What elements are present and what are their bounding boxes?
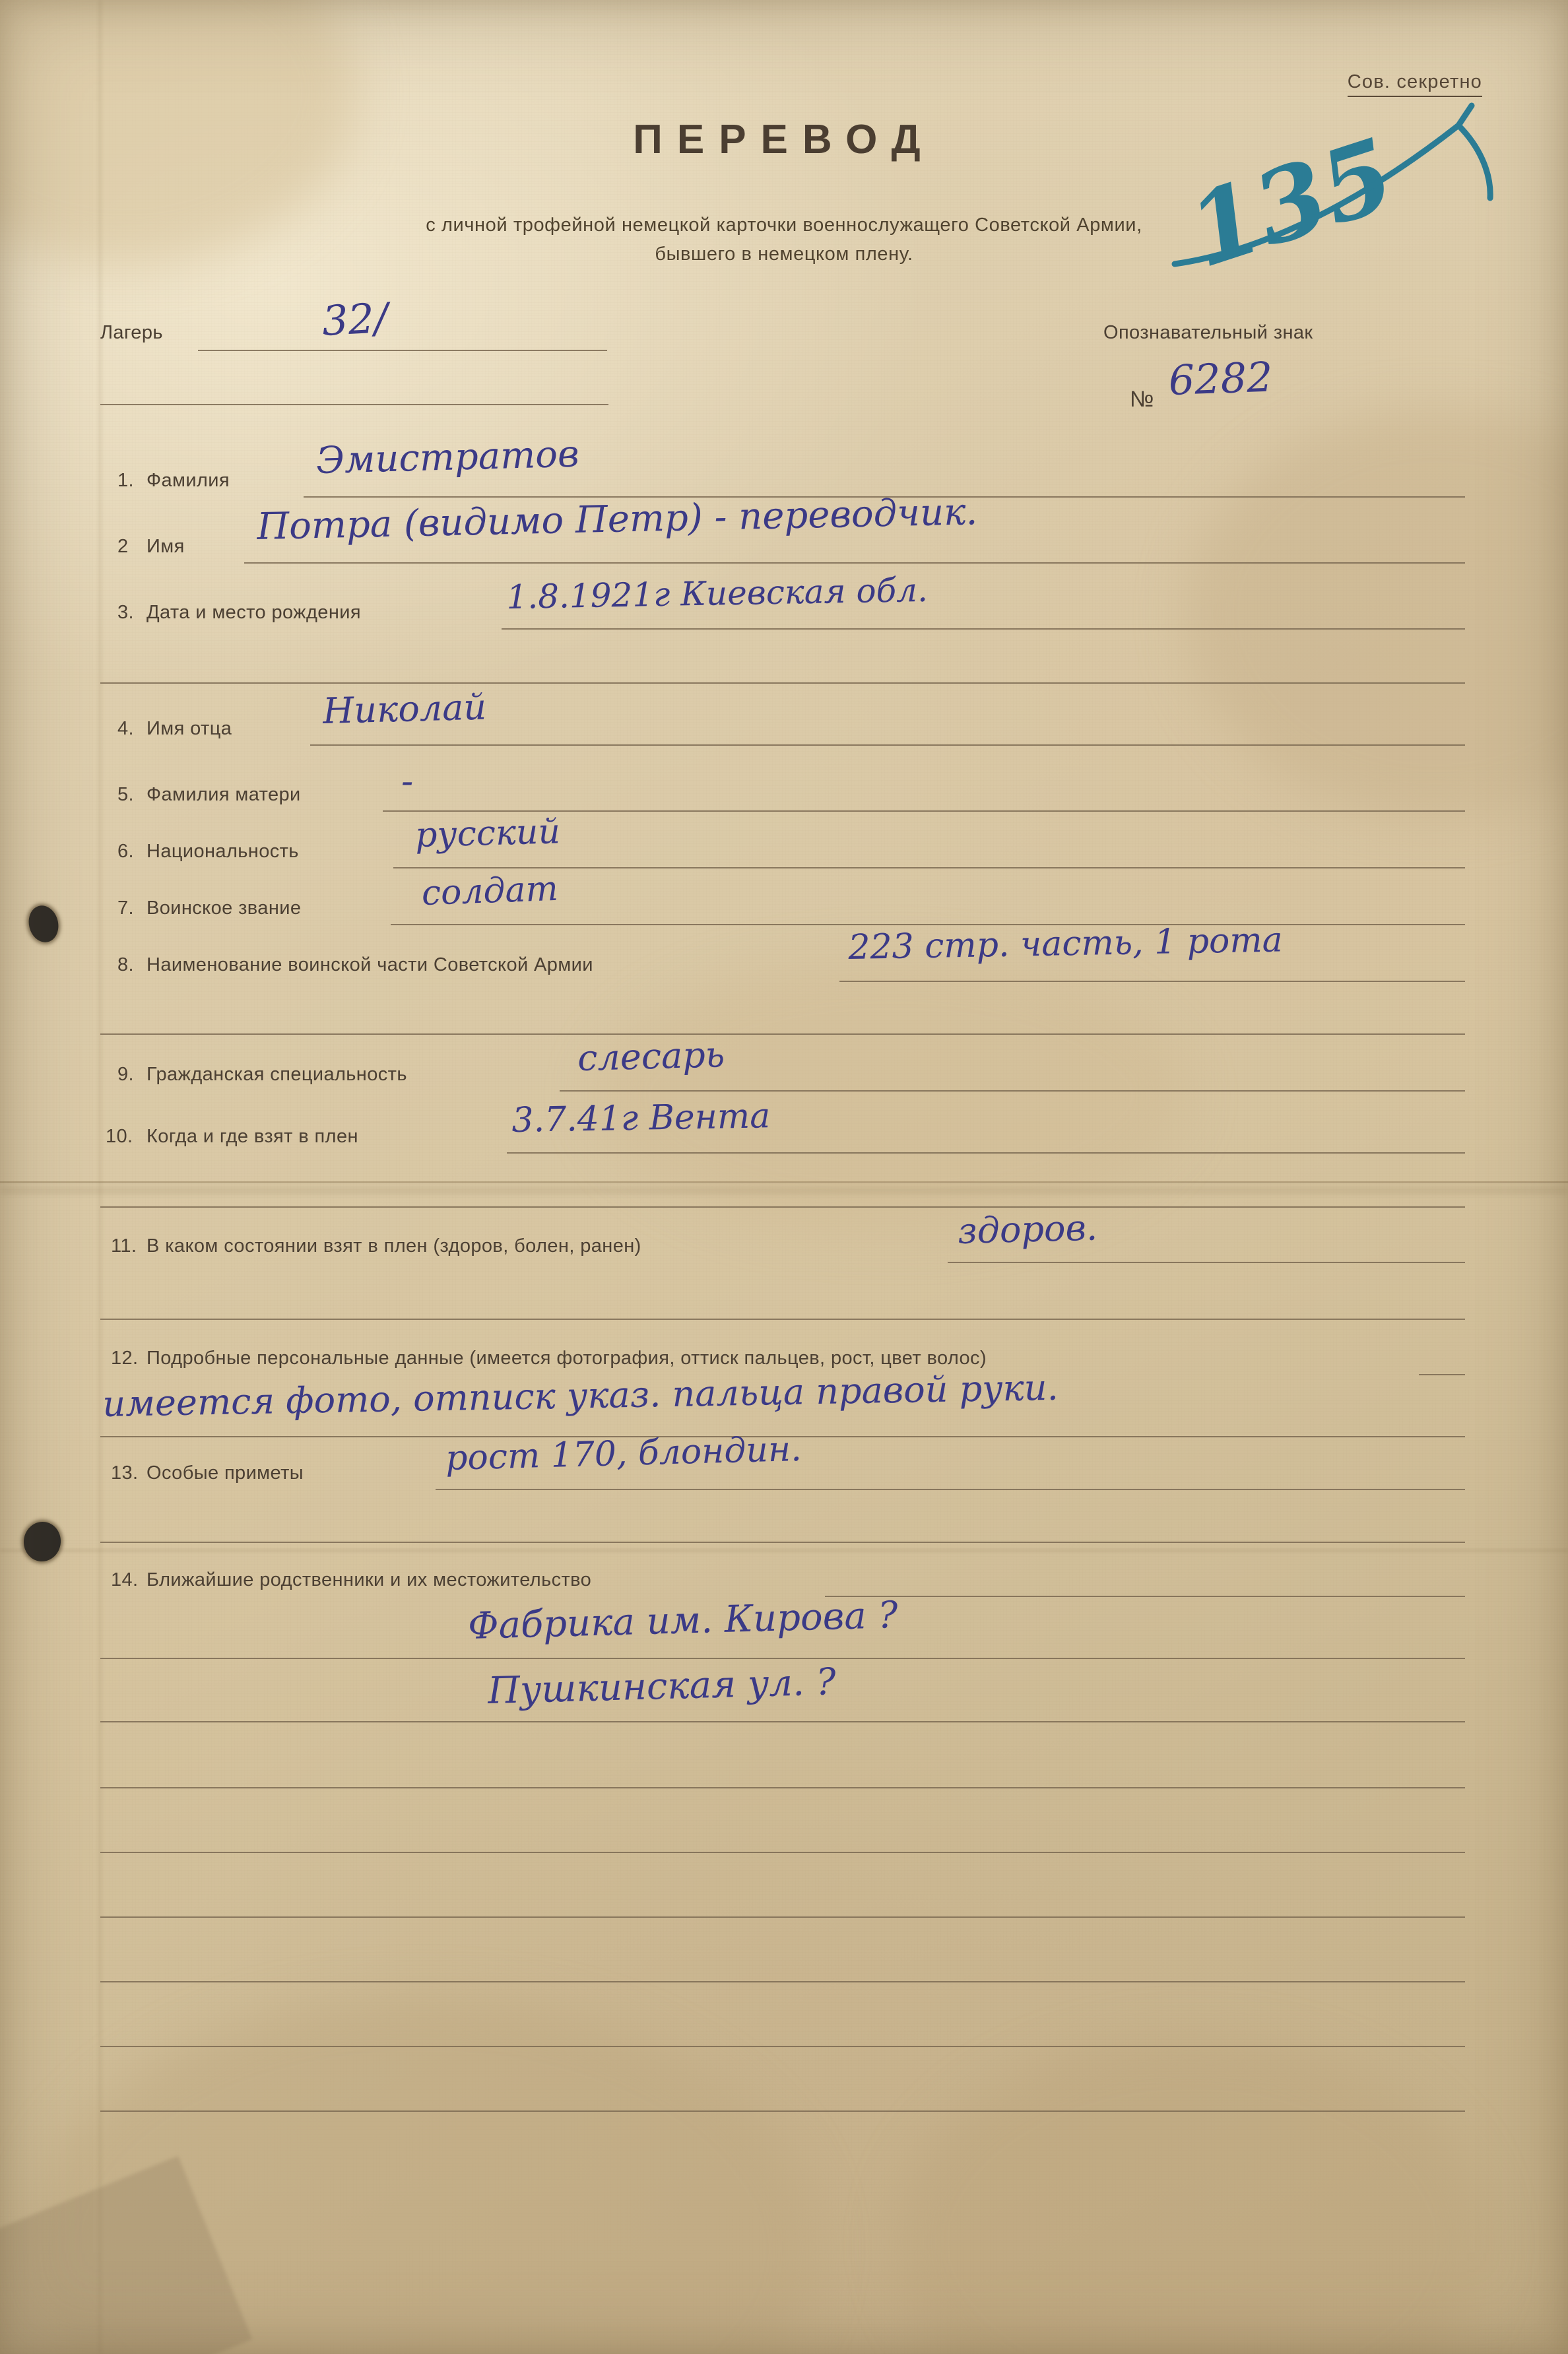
id-number-value: 6282: [1167, 352, 1274, 405]
field-3-value: 1.8.1921г Киевская обл.: [506, 570, 929, 616]
field-12-label: Подробные персональные данные (имеется фотография, оттиск пальцев, рост, цвет волос): [147, 1348, 987, 1369]
field-14-line-1: [100, 1658, 1465, 1659]
field-2-rule: [244, 562, 1465, 564]
field-11-label: В каком состоянии взят в плен (здоров, болен, ранен): [147, 1235, 641, 1257]
field-11-no: 11.: [111, 1235, 137, 1257]
classification-stamp: Сов. секретно: [1348, 71, 1482, 97]
spacer-rule-4: [100, 1319, 1465, 1320]
field-8-no: 8.: [117, 954, 134, 975]
field-12-value: имеется фото, отписк указ. пальца правой руки.: [102, 1366, 1059, 1425]
blank-rule: [100, 2046, 1465, 2047]
field-14-line-2: [100, 1721, 1465, 1722]
field-1-no: 1.: [117, 470, 134, 491]
field-7-value: солдат: [420, 868, 559, 913]
spacer-rule-1: [100, 682, 1465, 684]
field-8-label: Наименование воинской части Советской Армии: [147, 954, 593, 975]
spacer-rule-3: [100, 1206, 1465, 1208]
field-13-label: Особые приметы: [147, 1462, 304, 1484]
camp-value: 32/: [321, 293, 389, 345]
field-1-value: Эмистратов: [315, 432, 580, 482]
field-4-value: Николай: [322, 686, 487, 732]
blank-rule: [100, 2110, 1465, 2112]
camp-rule: [198, 350, 607, 351]
field-14-value-line-2: Пушкинская ул. ?: [487, 1660, 837, 1713]
field-6-label: Национальность: [147, 841, 299, 862]
field-7-rule: [391, 924, 1465, 925]
field-11-value: здоров.: [957, 1206, 1098, 1252]
field-10-value: 3.7.41г Вента: [511, 1096, 771, 1140]
blank-rule: [100, 1787, 1465, 1788]
blank-rule: [100, 1981, 1465, 1982]
field-9-no: 9.: [117, 1064, 134, 1085]
spacer-rule-5: [100, 1542, 1465, 1543]
field-9-value: слесарь: [577, 1033, 725, 1079]
archive-mark: 135: [1175, 115, 1408, 291]
field-13-rule: [436, 1489, 1465, 1490]
page-title: ПЕРЕВОД: [633, 117, 935, 162]
subtitle-line-2: бывшего в немецком плену.: [655, 243, 913, 265]
spacer-rule-2: [100, 1033, 1465, 1035]
field-13-no: 13.: [111, 1462, 139, 1484]
field-1-label: Фамилия: [147, 470, 230, 491]
field-3-rule: [502, 628, 1465, 630]
field-6-no: 6.: [117, 841, 134, 862]
id-number-prefix: №: [1130, 387, 1154, 412]
field-2-label: Имя: [147, 536, 185, 557]
field-2-value: Потра (видимо Петр) - переводчик.: [256, 490, 978, 548]
field-2-no: 2: [117, 536, 129, 557]
field-9-label: Гражданская специальность: [147, 1064, 407, 1085]
field-10-label: Когда и где взят в плен: [147, 1126, 358, 1147]
field-3-no: 3.: [117, 602, 134, 623]
field-5-rule: [383, 810, 1465, 812]
field-3-label: Дата и место рождения: [147, 602, 361, 623]
blank-rule: [100, 1852, 1465, 1853]
field-14-label: Ближайшие родственники и их местожительство: [147, 1569, 592, 1590]
field-7-no: 7.: [117, 898, 134, 919]
field-14-no: 14.: [111, 1569, 139, 1590]
id-label: Опознавательный знак: [1103, 322, 1313, 343]
field-9-rule: [560, 1090, 1465, 1092]
field-14-value-line-1: Фабрика им. Кирова ?: [467, 1593, 899, 1648]
field-6-rule: [393, 867, 1465, 868]
field-12-rule: [1419, 1374, 1465, 1375]
field-8-value: 223 стр. часть, 1 рота: [847, 920, 1284, 967]
field-4-label: Имя отца: [147, 718, 232, 739]
field-14-rule: [825, 1596, 1465, 1597]
camp-rule-2: [100, 404, 608, 405]
camp-label: Лагерь: [100, 322, 163, 343]
subtitle-line-1: с личной трофейной немецкой карточки военнослужащего Советской Армии,: [426, 214, 1142, 236]
field-10-rule: [507, 1152, 1465, 1154]
field-10-no: 10.: [106, 1126, 133, 1147]
field-12-no: 12.: [111, 1348, 139, 1369]
field-4-rule: [310, 744, 1465, 746]
field-13-value: рост 170, блондин.: [445, 1429, 802, 1478]
field-7-label: Воинское звание: [147, 898, 302, 919]
field-5-no: 5.: [117, 784, 134, 805]
field-11-rule: [948, 1262, 1465, 1263]
field-4-no: 4.: [117, 718, 134, 739]
field-5-value: -: [401, 760, 414, 802]
field-6-value: русский: [414, 812, 561, 855]
blank-rule: [100, 1916, 1465, 1918]
field-8-rule: [839, 981, 1465, 982]
field-5-label: Фамилия матери: [147, 784, 301, 805]
page-subtitle: [0, 211, 1568, 269]
